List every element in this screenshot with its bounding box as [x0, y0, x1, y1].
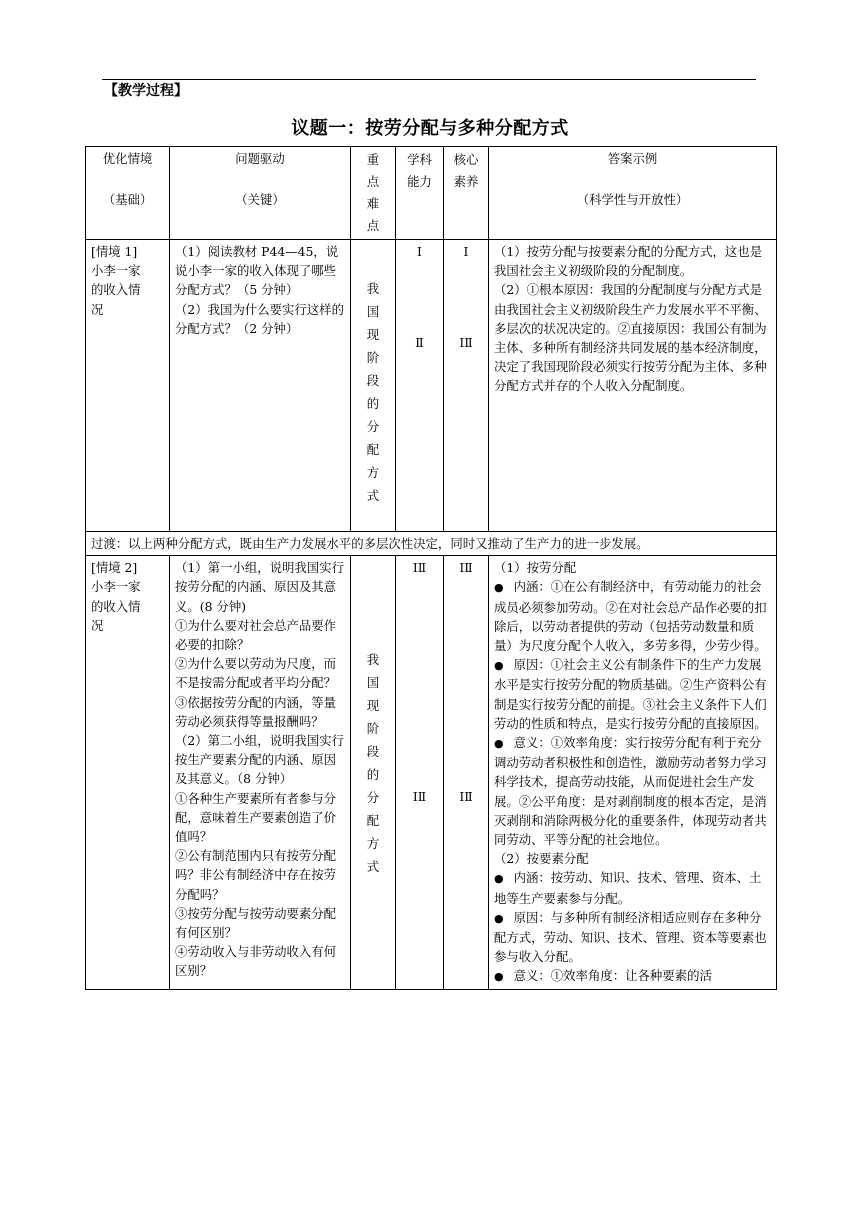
header-key-point-char: 点 [366, 174, 380, 189]
answer-bullet: ● 原因：与多种所有制经济相适应则存在多种分配方式，劳动、知识、技术、管理、资本等要素也参与收入分配。 [494, 908, 771, 967]
key-point-char: 段 [366, 373, 380, 388]
key-point-char: 我 [366, 281, 380, 296]
ability-cell [396, 556, 444, 989]
key-point-char: 阶 [366, 350, 380, 365]
literacy-level: ⅠⅡ [459, 789, 473, 805]
answer-item: （1）按劳分配与按要素分配的分配方式，这也是我国社会主义初级阶段的分配制度。 [494, 244, 763, 279]
ability-cell [396, 240, 444, 532]
key-point-char: 式 [366, 488, 380, 503]
key-point-char: 国 [366, 675, 380, 691]
key-point-cell [351, 556, 396, 989]
key-point-char: 国 [366, 304, 380, 319]
situation-line: [情境 2] [91, 560, 138, 576]
header-key-point-char: 点 [366, 218, 380, 233]
questions-cell [170, 240, 351, 532]
ability-level: ⅠⅡ [412, 789, 427, 805]
key-point-char: 分 [366, 419, 380, 434]
literacy-cell [444, 556, 489, 989]
literacy-level: Ⅰ [463, 244, 469, 259]
situation-line: 的收入情 [91, 282, 141, 298]
key-point-char: 的 [366, 396, 380, 411]
literacy-level: ⅠⅡ [459, 335, 473, 351]
key-point-char: 配 [366, 442, 380, 457]
key-point-char: 式 [366, 859, 380, 875]
table-header-row [86, 147, 777, 240]
header-questions-top: 问题驱动 [235, 151, 285, 166]
question-item: ①为什么要对社会总产品要作必要的扣除？ [175, 617, 337, 653]
section-label: 【教学过程】 [104, 83, 188, 99]
situation-cell [86, 240, 170, 532]
literacy-level: ⅠⅡ [459, 560, 473, 576]
table-row-situation-2 [86, 556, 777, 989]
question-item: （1）第一小组，说明我国实行按劳分配的内涵、原因及其意义。(8 分钟) [175, 560, 344, 614]
header-answers-bottom: （科学性与开放性） [576, 192, 689, 208]
question-item: ③按劳分配与按劳动要素分配有何区别？ [175, 905, 337, 941]
question-item: ②公有制范围内只有按劳分配吗？非公有制经济中存在按劳分配吗？ [175, 848, 337, 902]
answer-bullet: ● 原因：①社会主义公有制条件下的生产力发展水平是实行按劳分配的物质基础。②生产资料公有制是实行按劳分配的前提。③社会主义条件下人们劳动的性质和特点，是实行按劳分配的直接原因。 [494, 655, 771, 733]
question-item: ④劳动收入与非劳动收入有何区别？ [175, 944, 337, 979]
header-ability [396, 147, 444, 240]
key-point-char: 配 [366, 813, 380, 829]
answer-item: （2）按要素分配 [494, 851, 589, 867]
key-point-cell [351, 240, 396, 532]
situation-line: 的收入情 [91, 598, 141, 614]
question-item: ②为什么要以劳动为尺度，而不是按需分配或者平均分配？ [175, 656, 337, 691]
answer-bullet: ● 内涵：按劳动、知识、技术、管理、资本、土地等生产要素参与分配。 [494, 868, 771, 907]
transition-row [86, 532, 777, 556]
header-ability-line: 学科 [407, 152, 432, 167]
key-point-text [356, 277, 390, 507]
answer-item: （1）按劳分配 [494, 560, 577, 576]
table-row-situation-1 [86, 240, 777, 532]
key-point-char: 的 [366, 767, 380, 783]
situation-cell [86, 556, 170, 989]
key-point-char: 分 [366, 790, 380, 806]
key-point-char: 我 [366, 652, 380, 668]
answers-cell [489, 240, 777, 532]
question-item: （2）我国为什么要实行这样的分配方式？（2 分钟） [175, 301, 344, 336]
page-title: 议题一：按劳分配与多种分配方式 [291, 118, 569, 139]
answer-bullet: ● 内涵：①在公有制经济中，有劳动能力的社会成员必须参加劳动。②在对社会总产品作必要的扣除后，以劳动者提供的劳动（包括劳动数量和质量）为尺度分配个人收入，多劳多得，少劳少得。 [494, 577, 771, 655]
header-literacy-line: 素养 [453, 174, 479, 189]
question-item: ③依据按劳分配的内涵，等量劳动必须获得等量报酬吗？ [175, 694, 337, 729]
key-point-char: 现 [366, 327, 380, 342]
transition-text: 过渡：以上两种分配方式，既由生产力发展水平的多层次性决定，同时又推动了生产力的进一步发展。 [86, 532, 777, 556]
ability-level: ⅠⅡ [412, 560, 427, 576]
lesson-table [85, 146, 777, 990]
header-answers [489, 147, 777, 240]
header-situation-bottom: （基础） [102, 192, 153, 208]
header-questions [170, 147, 351, 240]
header-key-point-char: 难 [366, 196, 380, 211]
key-point-char: 方 [366, 836, 380, 852]
questions-cell [170, 556, 351, 989]
header-key-point-char: 重 [366, 152, 380, 167]
key-point-char: 方 [366, 465, 380, 480]
key-point-char: 段 [366, 744, 380, 760]
question-item: ①各种生产要素所有者参与分配，意味着生产要素创造了价值吗？ [175, 790, 337, 845]
situation-line: 小李一家 [91, 579, 141, 595]
ability-level: Ⅰ [417, 244, 422, 259]
literacy-cell [444, 240, 489, 532]
ability-level: Ⅱ [415, 335, 424, 351]
top-rule [102, 79, 756, 80]
question-item: （1）阅读教材 P44—45，说说小李一家的收入体现了哪些分配方式？（5 分钟） [175, 244, 339, 298]
header-situation-top: 优化情境 [102, 151, 153, 166]
header-ability-line: 能力 [407, 174, 432, 189]
situation-line: [情境 1] [91, 244, 138, 259]
situation-line: 况 [91, 301, 104, 317]
header-key-point [351, 147, 396, 240]
header-literacy-line: 核心 [453, 152, 479, 167]
answer-bullet: ● 意义：①效率角度：实行按劳分配有利于充分调动劳动者积极性和创造性，激励劳动者努力学习科学技术，提高劳动技能，从而促进社会生产发展。②公平角度：是对剥削制度的根本否定，是消灭剥削和消除两极分化的重要条件，体现劳动者共同劳动、平等分配的社会地位。 [494, 733, 771, 849]
header-situation [86, 147, 170, 240]
situation-line: 小李一家 [91, 263, 141, 279]
header-literacy [444, 147, 489, 240]
key-point-char: 现 [366, 698, 380, 714]
answers-cell [489, 556, 777, 989]
question-item: （2）第二小组，说明我国实行按生产要素分配的内涵、原因及其意义。（8 分钟） [175, 733, 344, 787]
answer-bullet: ● 意义：①效率角度：让各种要素的活 [494, 966, 771, 986]
header-answers-top: 答案示例 [607, 151, 658, 166]
key-point-text [356, 648, 390, 878]
header-questions-bottom: （关键） [235, 192, 285, 208]
key-point-char: 阶 [366, 721, 380, 737]
answer-item: （2）①根本原因：我国的分配制度与分配方式是由我国社会主义初级阶段生产力发展水平不平衡、多层次的状况决定的。②直接原因：我国公有制为主体、多种所有制经济共同发展的基本经济制度，决定了我国现阶段必须实行按劳分配为主体、多种分配方式并存的个人收入分配制度。 [494, 282, 767, 394]
situation-line: 况 [91, 617, 104, 633]
